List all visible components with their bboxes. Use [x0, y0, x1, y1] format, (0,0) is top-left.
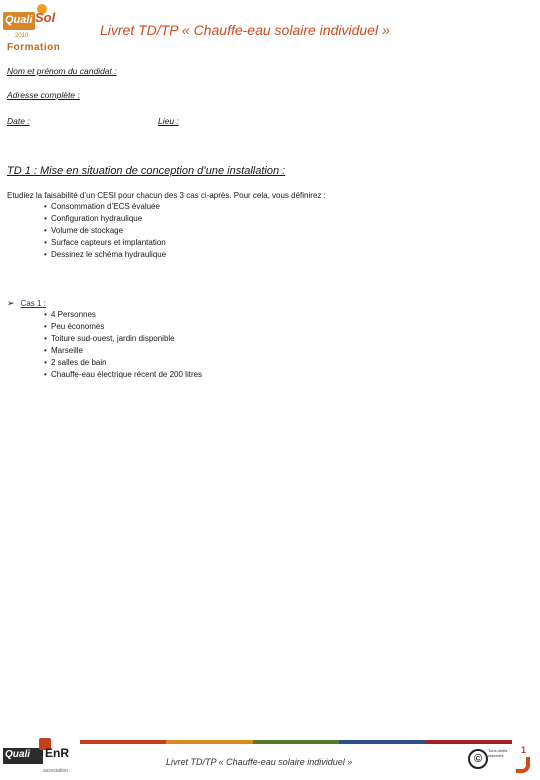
section-heading: TD 1 : Mise en situation de conception d’une installation :: [7, 165, 286, 177]
list-item: • Toiture sud-ouest, jardin disponible: [44, 333, 202, 345]
case-1-heading: [7, 298, 46, 309]
list-item: • Marseille: [44, 345, 202, 357]
list-item: • Peu économes: [44, 321, 202, 333]
list-item: • Volume de stockage: [44, 225, 166, 237]
section-intro: Etudiez la faisabilité d’un CESI pour chacun des 3 cas ci-après. Pour cela, vous définirez :: [7, 191, 326, 200]
logo-brand-right: Sol: [35, 10, 56, 25]
band-segment: [253, 740, 339, 744]
footer-color-band: [80, 740, 512, 744]
copyright-text: Tous droits réservés: [488, 748, 508, 758]
address-field: Adresse complète :: [7, 90, 80, 100]
band-segment: [166, 740, 252, 744]
footer-logo-sub: association: [43, 768, 69, 774]
page-title: Livret TD/TP « Chauffe-eau solaire individuel »: [100, 22, 390, 38]
list-item: • Consommation d’ECS évaluée: [44, 201, 166, 213]
list-item: • 2 salles de bain: [44, 357, 202, 369]
logo-brand-left: Quali: [5, 14, 33, 26]
candidate-name-field: Nom et prénom du candidat :: [7, 66, 117, 76]
band-segment: [80, 740, 166, 744]
copyright-logo: [468, 747, 516, 773]
logo-subtitle: Formation: [7, 42, 61, 53]
qualienr-logo: [3, 738, 83, 778]
place-field: Lieu :: [158, 116, 179, 126]
footer-title: Livret TD/TP « Chauffe-eau solaire individuel »: [166, 757, 353, 767]
copyright-icon: ©: [468, 749, 488, 769]
page-number-badge: [516, 743, 534, 773]
qualisol-logo: [3, 4, 67, 53]
page-number: 1: [521, 745, 527, 755]
footer-logo-brand: Quali: [5, 749, 31, 760]
case-1-list: [44, 309, 202, 381]
list-item: • Surface capteurs et implantation: [44, 237, 166, 249]
hook-icon: [516, 757, 530, 773]
footer-logo-suffix: EnR: [45, 746, 69, 760]
case-1-label: Cas 1 :: [20, 299, 46, 308]
date-field: Date :: [7, 116, 30, 126]
arrow-bullet-icon: ➢: [7, 298, 15, 308]
list-item: • 4 Personnes: [44, 309, 202, 321]
list-item: • Chauffe-eau électrique récent de 200 litres: [44, 369, 202, 381]
band-segment: [339, 740, 425, 744]
list-item: • Configuration hydraulique: [44, 213, 166, 225]
band-segment: [426, 740, 512, 744]
logo-year: 2010: [15, 33, 29, 39]
task-list: [44, 201, 166, 261]
list-item: • Dessinez le schéma hydraulique: [44, 249, 166, 261]
